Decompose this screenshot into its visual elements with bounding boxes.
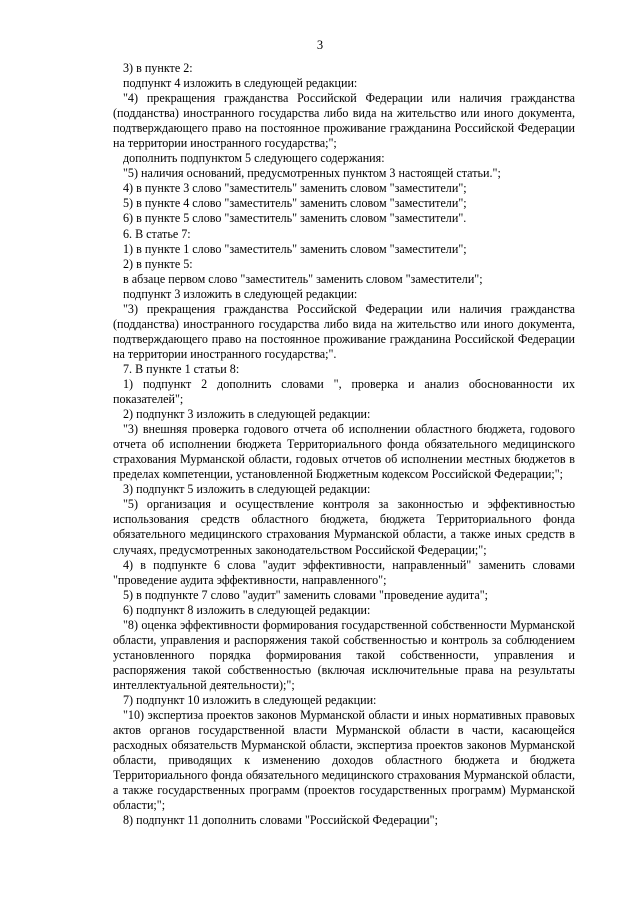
paragraph: "5) организация и осуществление контроля за законностью и эффективностью использования средств областного бюджета, бюджета Территориального фонда обязательного медицинского страхования Мурманской области, а также иных средств в случаях, предусмотренных законодательством Российской Федерации;";: [113, 497, 575, 557]
paragraph: 2) подпункт 3 изложить в следующей редакции:: [123, 407, 371, 422]
paragraph: 6) подпункт 8 изложить в следующей редакции:: [123, 602, 371, 617]
paragraph: "8) оценка эффективности формирования государственной собственности Мурманской области, управления и распоряжения такой собственностью и контроль за соблюдением установленного порядка формирования такой собственности, управления и распоряжения такой собственностью (включая исключительные права на результаты интеллектуальной деятельности);";: [113, 617, 575, 692]
paragraph: 4) в пункте 3 слово "заместитель" заменить словом "заместители";: [123, 181, 467, 196]
paragraph: 7. В пункте 1 статьи 8:: [123, 361, 240, 376]
paragraph: 6. В статье 7:: [123, 226, 191, 241]
paragraph: дополнить подпунктом 5 следующего содержания:: [123, 151, 385, 166]
paragraph: "3) прекращения гражданства Российской Федерации или наличия гражданства (подданства) иностранного государства либо вида на жительство или иного документа, подтверждающего право на постоянное проживание гражданина Российской Федерации на территории иностранного государства;".: [113, 301, 575, 361]
paragraph: 1) подпункт 2 дополнить словами ", проверка и анализ обоснованности их показателей";: [113, 376, 575, 407]
paragraph: 5) в подпункте 7 слово "аудит" заменить словами "проведение аудита";: [123, 587, 489, 602]
paragraph: подпункт 4 изложить в следующей редакции:: [123, 76, 358, 91]
paragraph: подпункт 3 изложить в следующей редакции:: [123, 286, 358, 301]
paragraph: "10) экспертиза проектов законов Мурманской области и иных нормативных правовых актов органов государственной власти Мурманской области в части, касающейся расходных обязательств Мурманской области, экспертиза проектов законов Мурманской области, приводящих к изменению доходов областного бюджета и бюджета Территориального фонда обязательного медицинского страхования Мурманской области, а также государственных программ (проектов государственных программ) Мурманской области;";: [113, 708, 575, 813]
paragraph: 8) подпункт 11 дополнить словами "Российской Федерации";: [123, 813, 438, 828]
paragraph: в абзаце первом слово "заместитель" заменить словом "заместители";: [123, 271, 483, 286]
paragraph: 6) в пункте 5 слово "заместитель" заменить словом "заместители".: [123, 211, 467, 226]
document-body: [113, 61, 575, 828]
paragraph: 2) в пункте 5:: [123, 256, 193, 271]
paragraph: 3) подпункт 5 изложить в следующей редакции:: [123, 482, 371, 497]
paragraph: "4) прекращения гражданства Российской Федерации или наличия гражданства (подданства) иностранного государства либо вида на жительство или иного документа, подтверждающего право на постоянное проживание гражданина Российской Федерации на территории иностранного государства;";: [113, 91, 575, 151]
paragraph: 3) в пункте 2:: [123, 61, 193, 75]
paragraph: "3) внешняя проверка годового отчета об исполнении областного бюджета, годового отчета об исполнении бюджета Территориального фонда обязательного медицинского страхования Мурманской области, годовых отчетов об исполнении местных бюджетов в пределах компетенции, установленной Бюджетным кодексом Российской Федерации;";: [113, 422, 575, 482]
paragraph: 1) в пункте 1 слово "заместитель" заменить словом "заместители";: [123, 241, 467, 256]
paragraph: 7) подпункт 10 изложить в следующей редакции:: [123, 692, 377, 707]
paragraph: "5) наличия оснований, предусмотренных пунктом 3 настоящей статьи.";: [123, 166, 501, 181]
page-number: 3: [316, 38, 324, 52]
paragraph: 4) в подпункте 6 слова "аудит эффективности, направленный" заменить словами "проведение аудита эффективности, направленного";: [113, 557, 575, 587]
paragraph: 5) в пункте 4 слово "заместитель" заменить словом "заместители";: [123, 196, 467, 211]
